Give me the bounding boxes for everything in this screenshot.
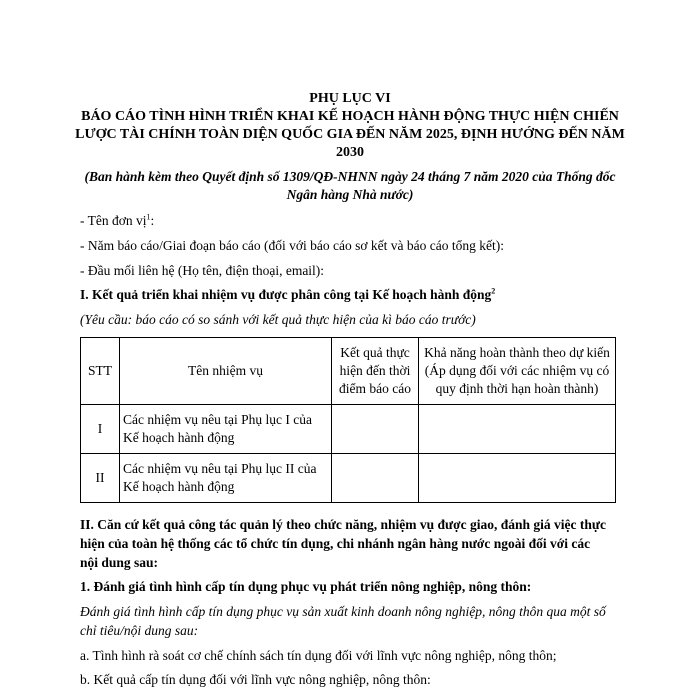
section-1-requirement: (Yêu cầu: báo cáo có so sánh với kết quả thực hiện của kì báo cáo trước) [80,312,476,327]
section-1-heading-text: I. Kết quả triển khai nhiệm vụ được phân công tại Kế hoạch hành động [80,287,492,302]
col-header-stt: STT [81,338,120,405]
section-2-heading-line-3: nội dung sau: [80,555,159,570]
row-task-name: Các nhiệm vụ nêu tại Phụ lục II của Kế hoạch hành động [120,454,332,503]
table-header-row [81,338,616,405]
footnote-marker-2: 2 [491,286,496,296]
row-capability [419,454,616,503]
field-unit-name: - Tên đơn vị$^1$: [80,212,155,228]
subsection-1-desc-line-1: Đánh giá tình hình cấp tín dụng phục vụ sản xuất kinh doanh nông nghiệp, nông thôn qua một số [80,604,606,619]
issued-by-line-2: Ngân hàng Nhà nước) [286,187,414,202]
item-b: b. Kết quả cấp tín dụng đối với lĩnh vực nông nghiệp, nông thôn: [80,672,431,687]
table-row [81,405,616,454]
report-title-line-2: LƯỢC TÀI CHÍNH TOÀN DIỆN QUỐC GIA ĐẾN NĂM 2025, ĐỊNH HƯỚNG ĐẾN NĂM [75,127,625,142]
issued-by-line-1: (Ban hành kèm theo Quyết định số 1309/QĐ-NHNN ngày 24 tháng 7 năm 2020 của Thống đốc [84,169,616,184]
row-result [332,454,419,503]
section-2-heading-line-2: hiện của toàn hệ thống các tổ chức tín dụng, chi nhánh ngân hàng nước ngoài đối với các [80,536,591,551]
section-2-heading-line-1: II. Căn cứ kết quả công tác quản lý theo chức năng, nhiệm vụ được giao, đánh giá việc thực [80,517,606,532]
report-title-line-3: 2030 [336,145,364,160]
field-unit-label: - Tên đơn vị [80,213,147,228]
subsection-1-heading: 1. Đánh giá tình hình cấp tín dụng phục vụ phát triển nông nghiệp, nông thôn: [80,579,532,594]
col-header-result: Kết quả thực hiện đến thời điểm báo cáo [332,338,419,405]
footnote-marker-1: 1 [146,212,151,222]
section-1-heading [80,286,620,304]
field-report-year: - Năm báo cáo/Giai đoạn báo cáo (đối với báo cáo sơ kết và báo cáo tổng kết): [80,238,505,253]
col-header-capability: Khả năng hoàn thành theo dự kiến (Áp dụng đối với các nhiệm vụ có quy định thời hạn hoàn thành) [419,338,616,405]
col-header-task-name: Tên nhiệm vụ [120,338,332,405]
field-contact: - Đầu mối liên hệ (Họ tên, điện thoại, email): [80,263,325,278]
table-row [81,454,616,503]
appendix-title: PHỤ LỤC VI [309,91,391,106]
report-title-line-1: BÁO CÁO TÌNH HÌNH TRIỂN KHAI KẾ HOẠCH HÀNH ĐỘNG THỰC HIỆN CHIẾN [81,109,619,124]
row-task-name: Các nhiệm vụ nêu tại Phụ lục I của Kế hoạch hành động [120,405,332,454]
row-capability [419,405,616,454]
task-table [80,337,616,503]
item-a: a. Tình hình rà soát cơ chế chính sách tín dụng đối với lĩnh vực nông nghiệp, nông thôn; [80,648,557,663]
row-stt: I [81,405,120,454]
row-stt: II [81,454,120,503]
row-result [332,405,419,454]
subsection-1-desc-line-2: chỉ tiêu/nội dung sau: [80,623,199,638]
